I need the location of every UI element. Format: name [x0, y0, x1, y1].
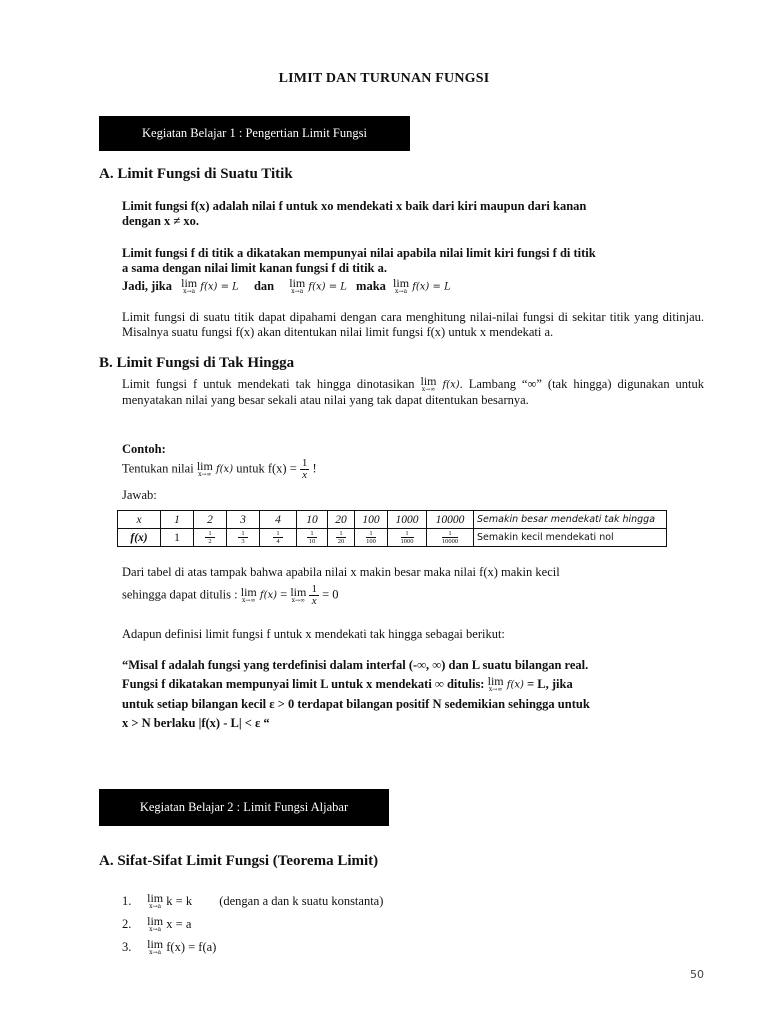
table-note: Semakin besar mendekati tak hingga [474, 511, 667, 529]
section-b1-heading: B. Limit Fungsi di Tak Hingga [99, 355, 295, 371]
table-cell: $\frac{1}{1000}$ [388, 529, 427, 547]
def-line1: “Misal f adalah fungsi yang terdefinisi dalam interfal (-∞, ∞) dan L suatu bilangan real. [122, 658, 589, 672]
limit-both-fx: f(x) = L [412, 281, 451, 293]
page-number: 50 [690, 968, 704, 981]
jawab-label: Jawab: [122, 488, 157, 502]
item-number: 3. [122, 940, 132, 954]
kegiatan-belajar-1-box [99, 116, 410, 151]
lim-text: lim [181, 276, 198, 291]
frac-num: 1 [301, 457, 308, 469]
a1-paragraph-2 [122, 246, 712, 276]
b1-paragraph-1 [122, 374, 705, 408]
definition-block [122, 656, 704, 733]
adapun-text: Adapun definisi limit fungsi f untuk x mendekati tak hingga sebagai berikut: [122, 627, 505, 641]
limit-inf [196, 458, 213, 478]
page-title: LIMIT DAN TURUNAN FUNGSI [278, 71, 490, 86]
limit-inf [420, 374, 437, 394]
table-cell: f(x) [118, 529, 161, 547]
lim-text: lim [289, 276, 306, 291]
item-number: 2. [122, 917, 132, 931]
table-cell: 100 [355, 511, 388, 529]
limit-inf-fx: f(x) [442, 379, 460, 391]
table-cell: 1 [161, 529, 194, 547]
table-cell: $\frac{1}{2}$ [194, 529, 227, 547]
limit-fx: f(x) [259, 590, 278, 601]
lim-sub: x→∞ [291, 596, 306, 604]
fraction-1-over-x: $\frac{1}{x}$ [311, 583, 317, 607]
maka-label: maka [356, 279, 386, 293]
a1-paragraph-3: Limit fungsi di suatu titik dapat dipahami dengan cara menghitung nilai-nilai fungsi di sekitar titik yang ditinjau. Misalnya suatu fungsi f(x) akan ditentukan nilai limit fungsi f(x) untuk x mendekati a. [122, 310, 704, 339]
limit-inf [240, 584, 257, 604]
kegiatan-belajar-2-label: Kegiatan Belajar 2 : Limit Fungsi Aljabar [139, 800, 349, 814]
item-number: 1. [122, 894, 132, 908]
fraction-1-over-x [300, 458, 310, 481]
dari-tabel-text: Dari tabel di atas tampak bahwa apabila nilai x makin besar maka nilai f(x) makin kecil [122, 565, 560, 579]
lim-text: lim [393, 276, 410, 291]
eq-zero: = 0 [322, 587, 339, 602]
a1-def-line2: dengan x ≠ xo. [122, 214, 200, 228]
limit-left [181, 276, 198, 296]
list-item: 1. lim x→a k = k (dengan a dan k suatu konstanta) [122, 890, 622, 913]
value-table [117, 510, 667, 547]
table-row [118, 511, 667, 529]
kegiatan-belajar-1-label: Kegiatan Belajar 1 : Pengertian Limit Fungsi [142, 126, 367, 140]
table-note: Semakin kecil mendekati nol [474, 529, 667, 547]
def-line2: Fungsi f dikatakan mempunyai limit L untuk x mendekati ∞ ditulis: lim x→∞ f(x) = L, jika [122, 674, 573, 694]
limit-right-fx: f(x) = L [308, 281, 347, 293]
def-line3: untuk setiap bilangan kecil ε > 0 terdapat bilangan positif N sedemikian sehingga untuk [122, 696, 590, 711]
table-cell: 2 [194, 511, 227, 529]
table-cell: 1 [161, 511, 194, 529]
tentukan-line [122, 458, 704, 481]
a1-definition [122, 199, 712, 229]
a1-p2-line1: Limit fungsi f di titik a dikatakan mempunyai nilai apabila nilai limit kiri fungsi f di titik [122, 246, 596, 260]
item-expr: k = k [166, 894, 193, 908]
b1-p1-end: . Lambang “∞” (tak hingga) [459, 377, 612, 391]
table-cell: $\frac{1}{20}$ [328, 529, 355, 547]
limit-right [289, 276, 306, 296]
lim-sub: x→a [291, 288, 304, 296]
table-cell: 10000 [427, 511, 474, 529]
table-cell: $\frac{1}{10000}$ [427, 529, 474, 547]
tentukan-text: Tentukan nilai [122, 461, 194, 476]
lim-text: lim [290, 584, 307, 599]
jadi-label: Jadi, jika [122, 279, 173, 293]
section-a2-heading: A. Sifat-Sifat Limit Fungsi (Teorema Limit) [99, 853, 379, 869]
a1-def-line1: Limit fungsi f(x) adalah nilai f untuk xo mendekati x baik dari kiri maupun dari kanan [122, 199, 587, 213]
list-item: 2. lim x→a x = a [122, 913, 622, 936]
section-a1-heading: A. Limit Fungsi di Suatu Titik [99, 166, 293, 182]
limit-both [393, 276, 410, 296]
table-cell: $\frac{1}{10}$ [297, 529, 328, 547]
contoh-label: Contoh: [122, 442, 166, 456]
lim-sub: x→a [183, 288, 196, 296]
lim-sub: x→∞ [421, 386, 436, 394]
table-cell: $\frac{1}{4}$ [260, 529, 297, 547]
dan-label: dan [253, 279, 275, 293]
untuk-text: untuk f(x) = [236, 461, 297, 476]
list-item: 3. lim x→a f(x) = f(a) [122, 936, 622, 959]
table-cell: $\frac{1}{100}$ [355, 529, 388, 547]
table-cell: x [118, 511, 161, 529]
table-cell: 10 [297, 511, 328, 529]
a1-jadi-line [122, 276, 712, 296]
lim-text: lim [196, 458, 213, 473]
table-cell: $\frac{1}{3}$ [227, 529, 260, 547]
limit-inf [290, 584, 307, 604]
limit-fx: f(x) [215, 464, 234, 475]
lim-sub: x→a [395, 288, 408, 296]
kegiatan-belajar-2-box [99, 789, 389, 826]
item-note: (dengan a dan k suatu konstanta) [219, 894, 384, 908]
lim-sub: x→∞ [198, 470, 212, 478]
theorem-list [122, 890, 622, 959]
excl-mark: ! [312, 461, 317, 476]
sehingga-line: sehingga dapat ditulis : lim x→∞ f(x) = lim x→∞ $\frac{1}{x}$ = 0 [122, 583, 339, 607]
limit-left-fx: f(x) = L [200, 281, 239, 293]
frac-den: x [302, 469, 308, 481]
b1-p1-start: Limit fungsi f untuk mendekati tak hingga dinotasikan [122, 377, 415, 391]
b1-p1-rest: digunakan untuk menyatakan nilai yang besar sekali atau nilai yang tak dapat ditentukan besarnya. [122, 377, 705, 408]
sehingga-text: sehingga dapat ditulis : [122, 587, 238, 602]
lim-text: lim [240, 584, 257, 599]
def-line4: x > N berlaku |f(x) - L| < ε “ [122, 715, 270, 730]
table-cell: 4 [260, 511, 297, 529]
table-cell: 1000 [388, 511, 427, 529]
table-cell: 3 [227, 511, 260, 529]
item-expr: f(x) = f(a) [166, 940, 217, 954]
table-row [118, 529, 667, 547]
lim-sub: x→∞ [242, 596, 256, 604]
a1-p2-line2: a sama dengan nilai limit kanan fungsi f di titik a. [122, 261, 387, 275]
table-cell: 20 [328, 511, 355, 529]
item-expr: x = a [166, 917, 192, 931]
lim-text: lim [420, 374, 437, 389]
